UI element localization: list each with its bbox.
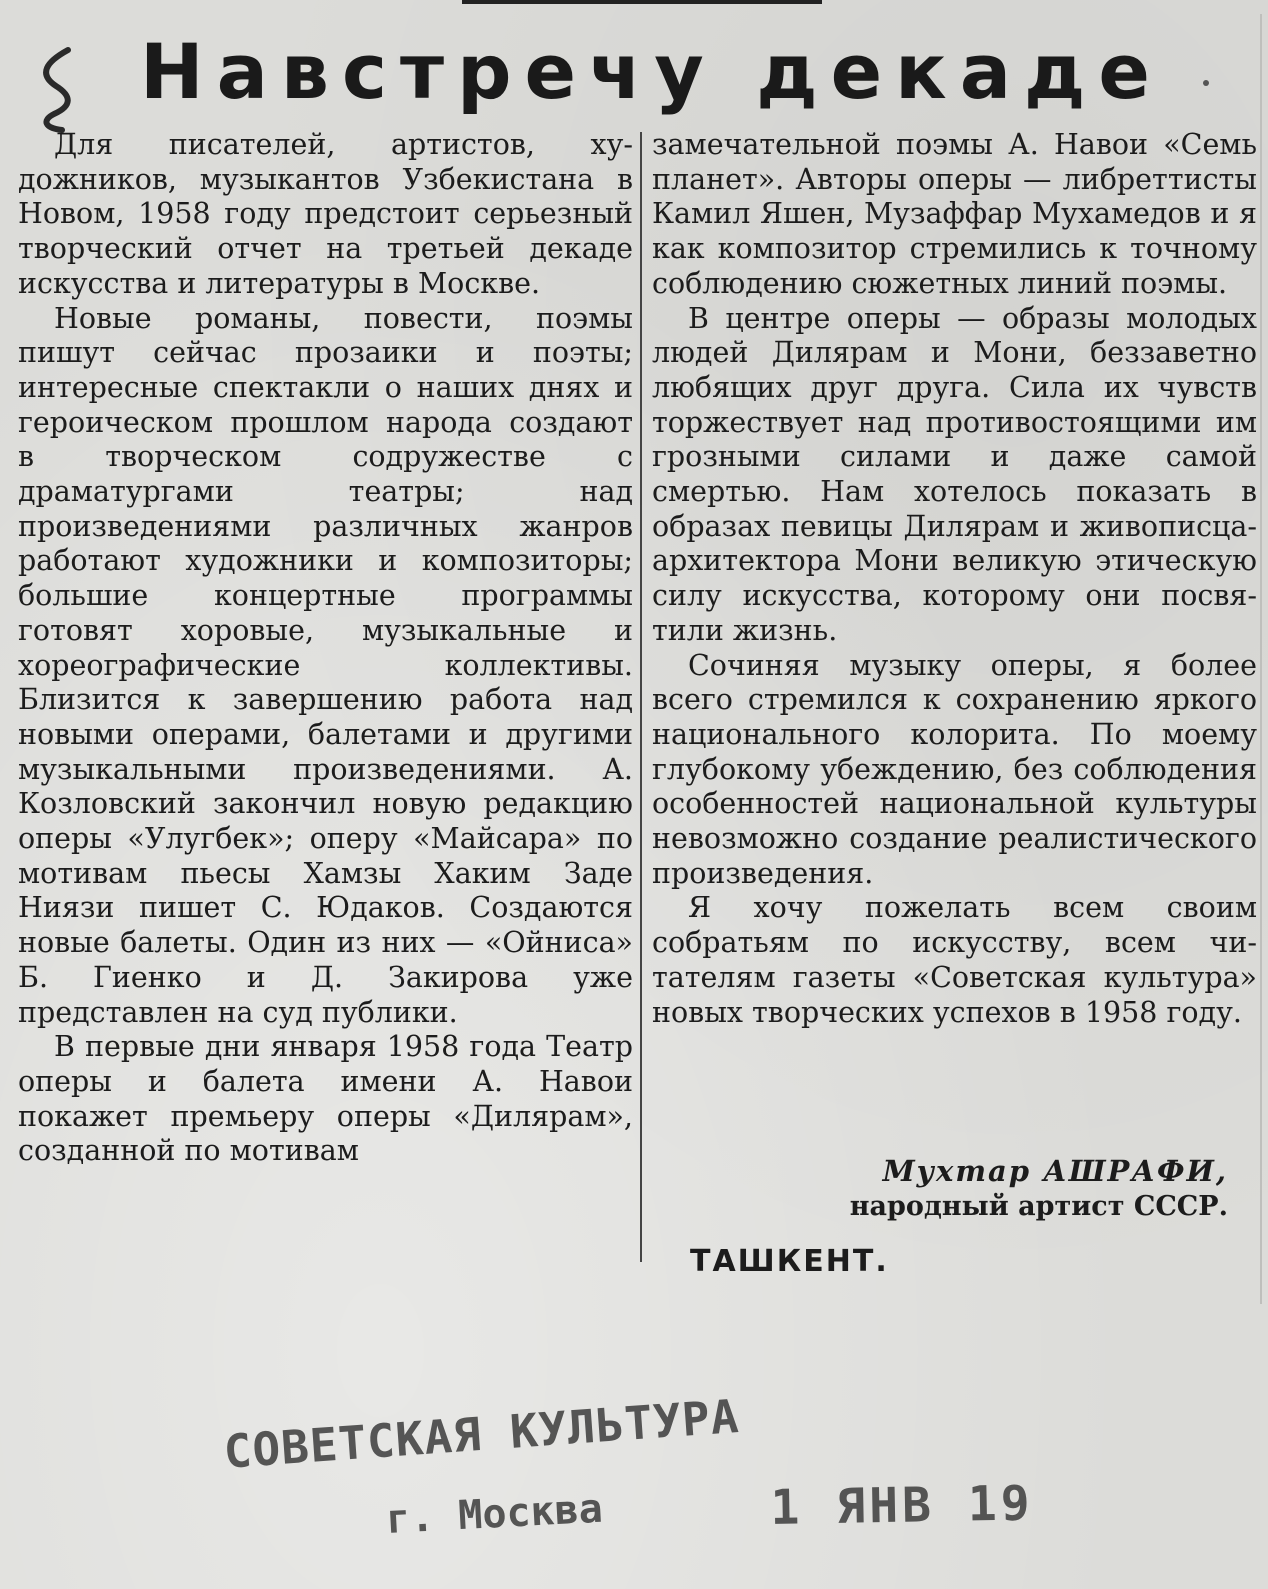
pencil-mark-icon bbox=[28, 44, 88, 134]
stamp-city: г. Москва bbox=[385, 1485, 604, 1543]
paragraph: Я хочу пожелать всем своим собратьям по искусству, всем читателям газеты «Советская культура» новых творческих успехов в 1958 году. bbox=[652, 891, 1257, 1029]
paragraph: Новые романы, повести, поэмы пишут сейчас прозаики и поэты; интересные спектакли о наших днях и героическом прошлом народа создают в творческом содружестве с драматургами театры; над произведениями различных жанров работают художники и композиторы; большие концертные программы готовят хоровые, музыкальные и хореографические коллективы. Близится к завершению работа над новыми операми, балетами и другими музыкальными произведениями. А. Козловский закончил новую редакцию оперы «Улугбек»; оперу «Майсара» по мотивам пьесы Хамзы Хаким Заде Ниязи пишет С. Юдаков. Создаются новые балеты. Один из них — «Ойниса» Б. Гиенко и Д. Закирова уже представлен на суд публики. bbox=[18, 301, 633, 1029]
paragraph: Для писателей, артистов, художников, музыкантов Узбекистана в Новом, 1958 году предстоит серьезный творческий отчет на третьей декаде искусства и литературы в Москве. bbox=[18, 128, 633, 300]
author-signature bbox=[850, 1153, 1228, 1225]
top-rule bbox=[462, 0, 822, 4]
ink-speck bbox=[1203, 80, 1209, 86]
paragraph: В центре оперы — образы молодых людей Дилярам и Мони, беззаветно любящих друг друга. Сила их чувств торжествует над противостоящими им грозными силами и даже самой смертью. Нам хотелось показать в образах певицы Дилярам и живописца-архитектора Мони великую этическую силу искусства, которому они посвятили жизнь. bbox=[652, 301, 1257, 647]
stamp-date: 1 ЯНВ 19 bbox=[770, 1475, 1035, 1536]
stamp-newspaper-name: СОВЕТСКАЯ КУЛЬТУРА bbox=[222, 1388, 742, 1479]
headline: Навстречу декаде bbox=[140, 27, 1163, 116]
author-name: Мухтар АШРАФИ, bbox=[882, 1154, 1228, 1188]
paragraph: В первые дни января 1958 года Театр оперы и балета имени А. Навои покажет премьеру оперы «Дилярам», созданной по мотивам bbox=[18, 1030, 633, 1168]
right-column bbox=[652, 128, 1257, 1268]
dateline-city: ТАШКЕНТ. bbox=[690, 1244, 889, 1279]
author-title: народный артист СССР. bbox=[849, 1191, 1228, 1222]
paragraph: Сочиняя музыку оперы, я более всего стремился к сохранению яркого национального колорита. По моему глубокому убеждению, без соблюдения особенностей национальной культуры невозможно создание реалистического произведения. bbox=[652, 648, 1257, 890]
left-column bbox=[18, 128, 633, 1268]
paragraph-continuation: замечательной поэмы А. Навои «Семь планет». Авторы оперы — либреттисты Камил Яшен, Музаффар Мухамедов и я как композитор стремились к точному соблюдению сюжетных линий поэмы. bbox=[652, 128, 1257, 300]
column-divider bbox=[640, 132, 642, 1262]
